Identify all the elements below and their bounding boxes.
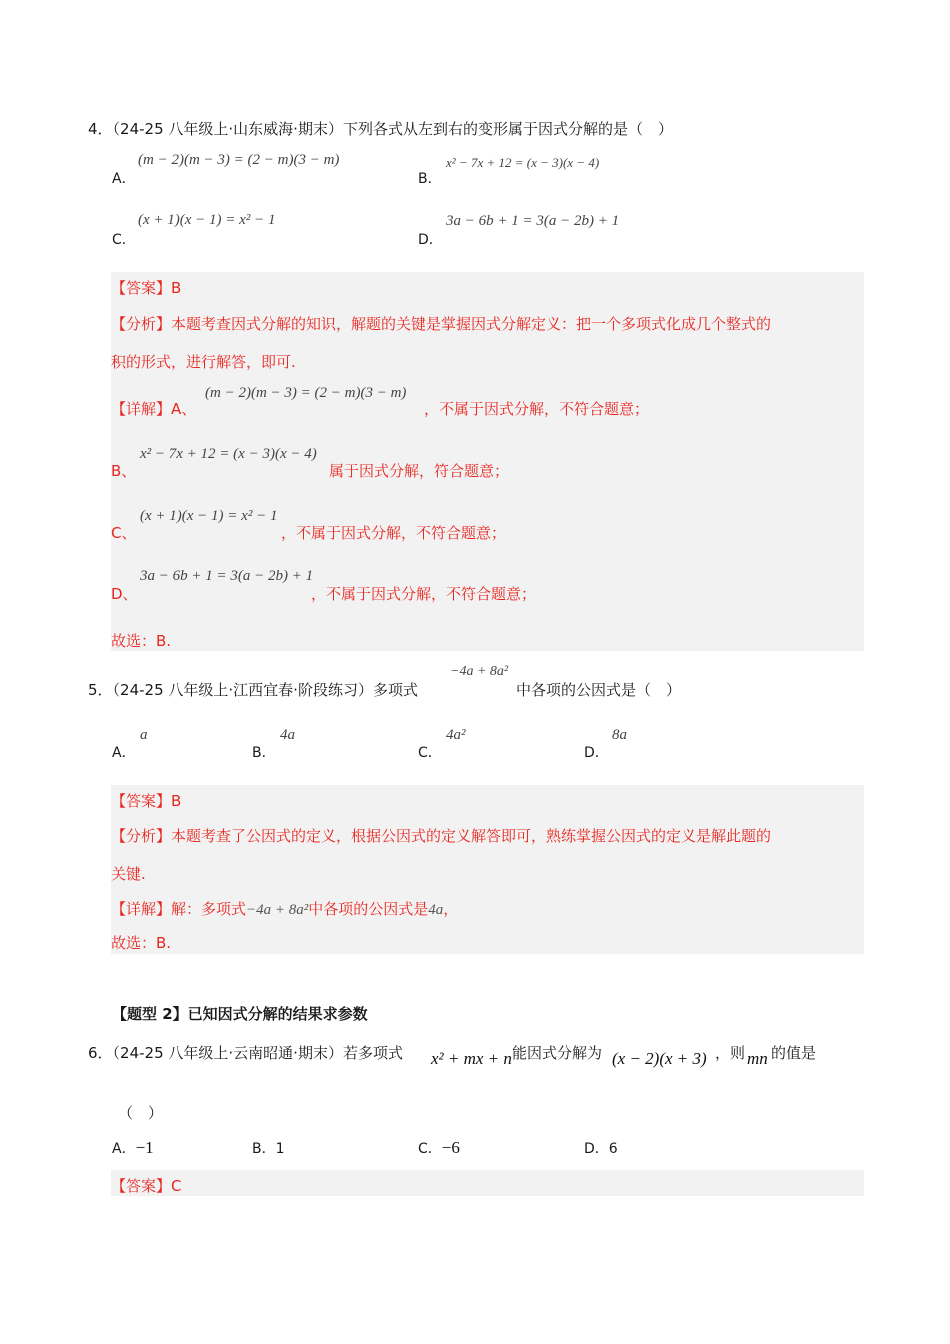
q5-detail-formula: −4a + 8a² bbox=[246, 902, 309, 918]
option-label: B． bbox=[252, 1141, 276, 1157]
q6-paren: （ ） bbox=[118, 1104, 164, 1122]
q4-analysis-line2: 积的形式，进行解答，即可. bbox=[111, 353, 296, 371]
option-label: B． bbox=[418, 171, 442, 187]
q5-stem bbox=[88, 679, 418, 700]
q5-option-b[interactable] bbox=[252, 742, 276, 762]
q5-option-d[interactable] bbox=[584, 742, 609, 762]
q5-detail bbox=[111, 898, 458, 919]
q4-option-b-formula: x² − 7x + 12 = (x − 3)(x − 4) bbox=[446, 155, 600, 170]
option-label: A． bbox=[112, 745, 136, 761]
q6-factored: (x − 2)(x + 3) bbox=[612, 1049, 707, 1068]
q5-option-a-formula: a bbox=[140, 727, 148, 743]
q5-option-a[interactable] bbox=[112, 742, 136, 762]
option-label: A． bbox=[112, 171, 136, 187]
q6-stem bbox=[88, 1042, 403, 1063]
q6-option-b[interactable] bbox=[252, 1138, 285, 1158]
q5-stem-formula: −4a + 8a² bbox=[450, 664, 509, 679]
q6-answer-box bbox=[111, 1170, 864, 1196]
q4-detail-d-prefix: D、 bbox=[111, 585, 138, 603]
q4-conclusion: 故选：B. bbox=[111, 632, 172, 650]
q6-text-d: 的值是 bbox=[771, 1044, 817, 1062]
q6-option-b-value: 1 bbox=[275, 1141, 285, 1157]
q6-number: 6． bbox=[88, 1044, 113, 1062]
q5-option-b-formula: 4a bbox=[280, 727, 295, 743]
q4-detail-c-text: ，不属于因式分解，不符合题意； bbox=[281, 524, 507, 542]
option-label: C． bbox=[418, 1141, 442, 1157]
q6-source: （24-25 八年级上·云南昭通·期末） bbox=[112, 1044, 343, 1062]
q5-option-d-formula: 8a bbox=[612, 727, 627, 743]
option-label: D． bbox=[418, 232, 443, 248]
q5-text-a: 多项式 bbox=[372, 681, 418, 699]
section-title: 【题型 2】已知因式分解的结果求参数 bbox=[112, 1005, 368, 1023]
q4-option-a[interactable] bbox=[112, 168, 136, 188]
option-label: D． bbox=[584, 1141, 609, 1157]
q6-text-c: ，则 bbox=[715, 1044, 746, 1062]
q4-option-c[interactable] bbox=[112, 229, 136, 249]
q5-source: （24-25 八年级上·江西宜春·阶段练习） bbox=[112, 681, 373, 699]
q5-option-c[interactable] bbox=[418, 742, 442, 762]
q5-detail-b: 中各项的公因式是 bbox=[308, 900, 429, 918]
q5-text-b: 中各项的公因式是（ ） bbox=[516, 681, 682, 699]
q6-answer: 【答案】C bbox=[111, 1177, 182, 1195]
option-label: C． bbox=[112, 232, 136, 248]
q6-target: mn bbox=[747, 1049, 768, 1068]
q4-option-c-formula: (x + 1)(x − 1) = x² − 1 bbox=[138, 212, 276, 228]
q4-source: （24-25 八年级上·山东威海·期末） bbox=[112, 120, 343, 138]
q5-detail-a: 【详解】解：多项式 bbox=[111, 900, 247, 918]
q5-analysis-line2: 关键. bbox=[111, 865, 146, 883]
q4-text: 下列各式从左到右的变形属于因式分解的是（ ） bbox=[342, 120, 673, 138]
q5-option-c-formula: 4a² bbox=[446, 727, 466, 743]
q4-stem bbox=[88, 118, 673, 139]
q6-option-a-formula: −1 bbox=[135, 1138, 154, 1157]
q4-detail-a-formula: (m − 2)(m − 3) = (2 − m)(3 − m) bbox=[205, 385, 407, 401]
q4-option-d-formula: 3a − 6b + 1 = 3(a − 2b) + 1 bbox=[446, 213, 620, 229]
q4-detail-c-prefix: C、 bbox=[111, 524, 137, 542]
q6-text-b: 能因式分解为 bbox=[512, 1044, 603, 1062]
q6-poly: x² + mx + n bbox=[431, 1049, 512, 1068]
q4-detail-b-prefix: B、 bbox=[111, 462, 137, 480]
q4-option-a-formula: (m − 2)(m − 3) = (2 − m)(3 − m) bbox=[138, 152, 340, 168]
option-label: D． bbox=[584, 745, 609, 761]
q4-detail-d-text: ，不属于因式分解，不符合题意； bbox=[311, 585, 537, 603]
q4-detail-c-formula: (x + 1)(x − 1) = x² − 1 bbox=[140, 508, 278, 524]
q5-analysis-line1: 【分析】本题考查了公因式的定义，根据公因式的定义解答即可，熟练掌握公因式的定义是解此题的 bbox=[111, 827, 772, 845]
q4-detail-a-prefix: 【详解】A、 bbox=[111, 400, 197, 418]
q6-option-c[interactable] bbox=[418, 1138, 460, 1158]
q4-option-b[interactable] bbox=[418, 168, 442, 188]
q5-answer-box bbox=[111, 785, 864, 954]
q4-analysis-line1: 【分析】本题考查因式分解的知识，解题的关键是掌握因式分解定义：把一个多项式化成几个整式的 bbox=[111, 315, 772, 333]
q6-option-a[interactable] bbox=[112, 1138, 154, 1158]
q5-detail-result: 4a bbox=[428, 902, 444, 918]
q5-answer: 【答案】B bbox=[111, 792, 182, 810]
option-label: C． bbox=[418, 745, 442, 761]
q6-option-d[interactable] bbox=[584, 1138, 618, 1158]
option-label: A． bbox=[112, 1141, 136, 1157]
q5-number: 5． bbox=[88, 681, 113, 699]
q4-answer: 【答案】B bbox=[111, 279, 182, 297]
q4-option-d[interactable] bbox=[418, 229, 443, 249]
q5-conclusion: 故选：B. bbox=[111, 934, 172, 952]
q4-detail-a-text: ，不属于因式分解，不符合题意； bbox=[424, 400, 650, 418]
q4-detail-d-formula: 3a − 6b + 1 = 3(a − 2b) + 1 bbox=[140, 568, 314, 584]
q4-number: 4． bbox=[88, 120, 113, 138]
q6-text-a: 若多项式 bbox=[342, 1044, 403, 1062]
q5-detail-end: ， bbox=[443, 900, 459, 918]
q4-detail-b-formula: x² − 7x + 12 = (x − 3)(x − 4) bbox=[140, 446, 317, 462]
q6-option-d-value: 6 bbox=[608, 1141, 618, 1157]
q6-option-c-formula: −6 bbox=[441, 1138, 460, 1157]
q4-detail-b-text: 属于因式分解，符合题意； bbox=[329, 462, 510, 480]
option-label: B． bbox=[252, 745, 276, 761]
